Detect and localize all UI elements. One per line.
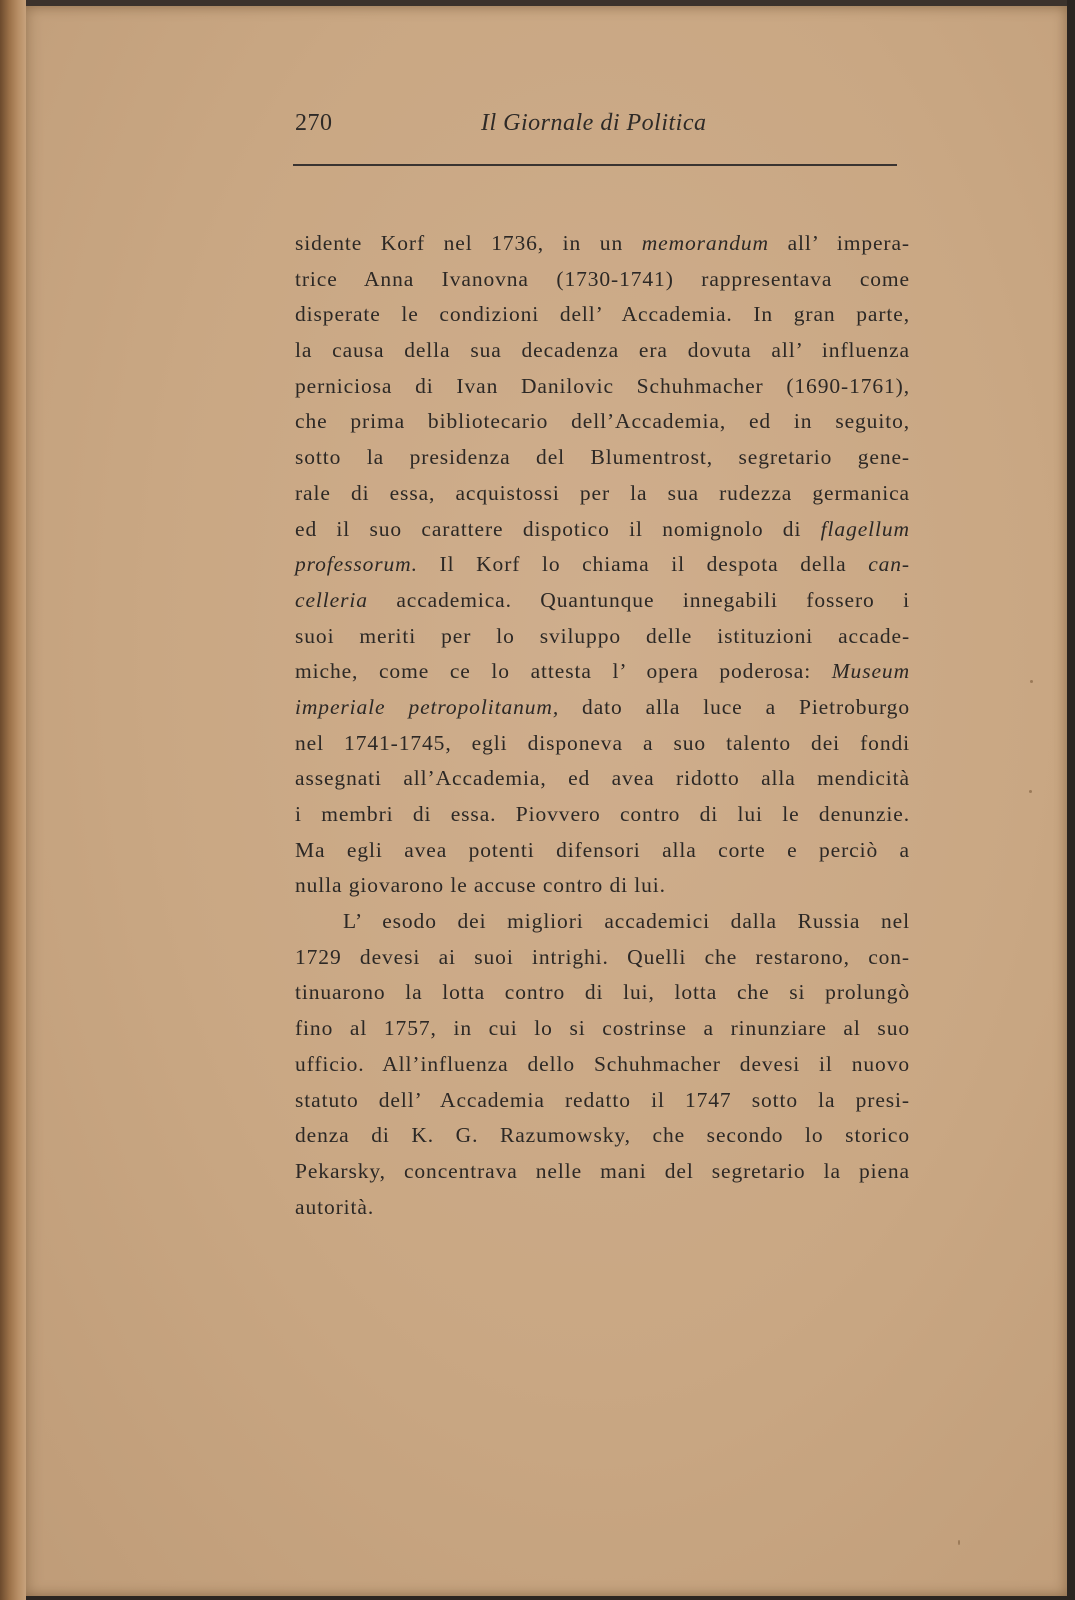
text-line [295,583,910,619]
text-line [295,476,910,512]
text-line [295,440,910,476]
text-line [295,726,910,762]
text-segment: Ma egli avea potenti difensori alla corte e perciò a [295,837,910,862]
text-segment: all’ impera- [768,231,910,255]
text-segment: assegnati all’Accademia, ed avea ridotto alla mendicità [295,766,910,791]
text-segment: Pekarsky, concentrava nelle mani del segretario la piena [295,1158,910,1183]
text-line [295,833,910,869]
text-segment: nulla giovarono le accuse contro di lui. [295,873,666,898]
text-segment: perniciosa di Ivan Danilovic Schuhmacher (1690-1761), [295,373,910,398]
text-segment: disperate le condizioni dell’ Accademia. In gran parte, [295,302,910,327]
text-segment: statuto dell’ Accademia redatto il 1747 sotto la presi- [295,1087,910,1112]
text-segment: miche, come ce lo attesta l’ opera poderosa: [295,659,832,684]
running-header [295,110,899,146]
paper-speck [1029,790,1032,793]
text-line [295,868,910,904]
running-title: Il Giornale di Politica [481,110,707,136]
paper-speck [1030,680,1033,683]
text-segment: L’ esodo dei migliori accademici dalla Russia nel [343,909,910,934]
text-line [295,654,910,690]
text-segment: ufficio. All’influenza dello Schuhmacher devesi il nuovo [295,1051,910,1076]
italic-phrase: memorandum [641,231,769,255]
book-binding-edge [0,0,26,1600]
text-line [295,1118,910,1154]
page-number: 270 [295,110,333,136]
text-segment: la causa della sua decadenza era dovuta all’ influenza [295,338,910,363]
header-rule [293,164,897,166]
text-segment: autorità. [295,1194,375,1219]
text-segment: 1729 devesi ai suoi intrighi. Quelli che restarono, con- [295,944,910,969]
text-segment: trice Anna Ivanovna (1730-1741) rappresentava come [295,266,910,291]
text-line [295,940,910,976]
text-line [295,904,910,940]
italic-phrase: imperiale petropolitanum, [295,694,560,719]
italic-phrase: professorum. [295,552,418,577]
text-segment: fino al 1757, in cui lo si costrinse a rinunziare al suo [295,1016,910,1041]
text-segment: rale di essa, acquistossi per la sua rudezza germanica [295,480,910,505]
text-line [295,512,910,548]
text-line [295,1083,910,1119]
text-segment: sidente Korf nel 1736, in un [295,231,642,255]
text-segment: dato alla luce a Pietroburgo [559,694,910,719]
text-segment: ed il suo carattere dispotico il nomignolo di [295,516,821,541]
text-segment: denza di K. G. Razumowsky, che secondo lo storico [295,1123,910,1148]
text-segment: tinuarono la lotta contro di lui, lotta che si prolungò [295,980,910,1005]
text-line [295,1190,910,1226]
text-segment: sotto la presidenza del Blumentrost, segretario gene- [295,445,910,470]
italic-phrase: Museum [831,659,910,684]
body-text [295,226,910,1225]
text-line [295,333,910,369]
text-line [295,262,910,298]
text-line [295,797,910,833]
text-segment: che prima bibliotecario dell’Accademia, ed in seguito, [295,409,910,434]
text-line [295,1047,910,1083]
scan-right-border [1067,0,1075,1600]
italic-phrase: flagellum [820,516,910,541]
text-line [295,404,910,440]
text-line [295,297,910,333]
text-segment: nel 1741-1745, egli disponeva a suo talento dei fondi [295,730,910,755]
text-line [295,226,910,262]
text-line [295,619,910,655]
italic-phrase: celleria [295,587,368,612]
text-segment: suoi meriti per lo sviluppo delle istituzioni accade- [295,623,910,648]
text-line [295,547,910,583]
text-line [295,761,910,797]
text-line [295,690,910,726]
text-line [295,369,910,405]
paper-speck [958,1540,960,1545]
text-segment: Il Korf lo chiama il despota della [417,552,869,577]
text-segment: accademica. Quantunque innegabili fossero i [367,587,910,612]
text-line [295,1011,910,1047]
italic-phrase: can- [868,552,910,577]
text-line [295,975,910,1011]
text-segment: i membri di essa. Piovvero contro di lui le denunzie. [295,802,910,826]
text-line [295,1154,910,1190]
